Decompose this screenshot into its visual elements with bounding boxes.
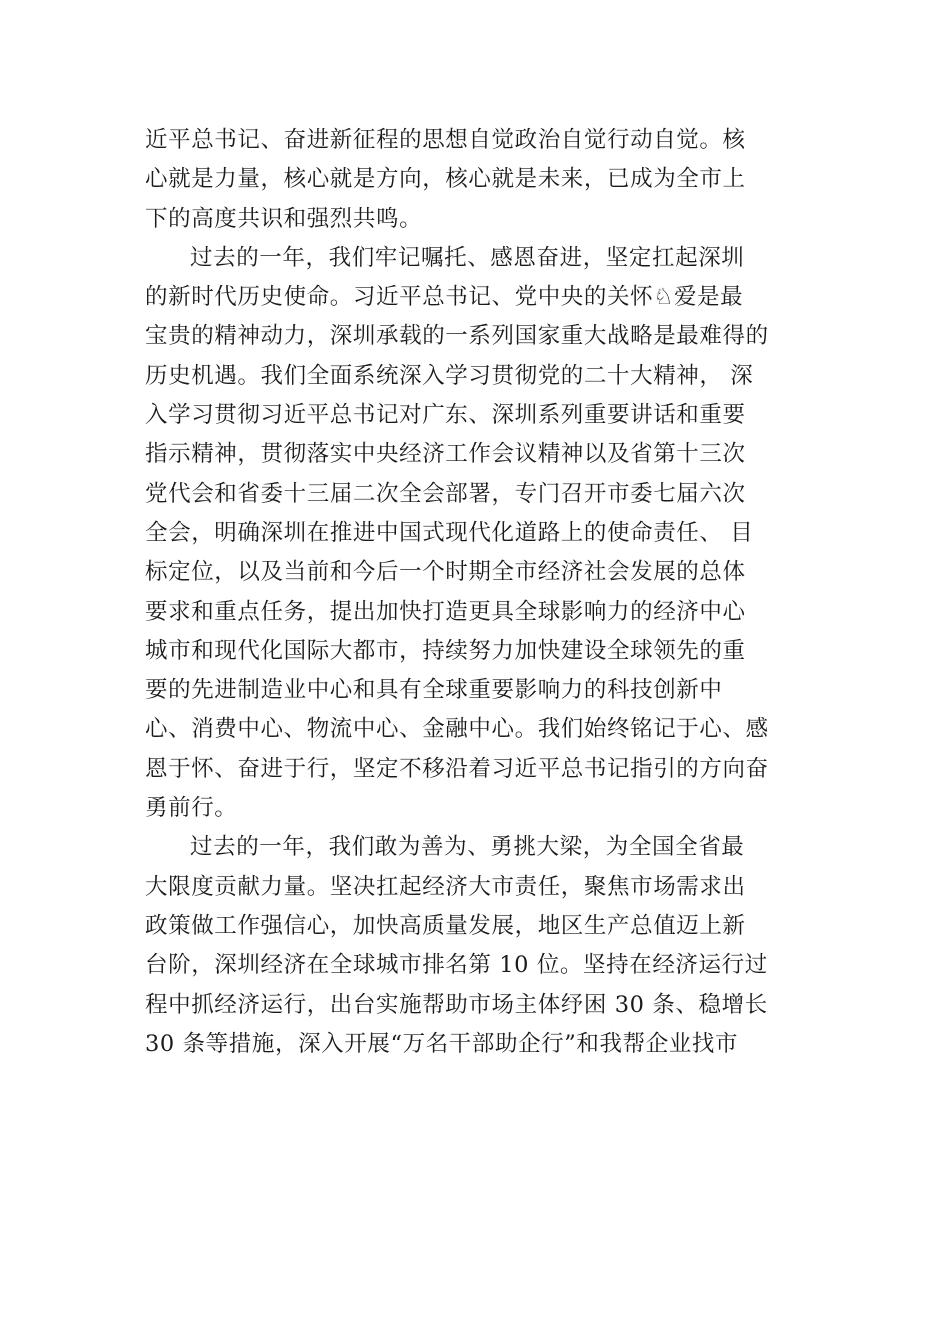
paragraph-first-line: 过去的一年，我们牢记嘱托、感恩奋进，坚定扛起深圳 <box>190 244 745 271</box>
text-line: 要求和重点任务，提出加快打造更具全球影响力的经济中心 <box>145 598 746 625</box>
text-line: 城市和现代化国际大都市，持续努力加快建设全球领先的重 <box>145 637 746 664</box>
text-line: 全会，明确深圳在推进中国式现代化道路上的使命责任、 目 <box>145 519 754 546</box>
text-line: 历史机遇。我们全面系统深入学习贯彻党的二十大精神， 深 <box>145 362 754 389</box>
text-line: 台阶，深圳经济在全球城市排名第 10 位。坚持在经济运行过 <box>145 952 768 979</box>
text-line: 标定位，以及当前和今后一个时期全市经济社会发展的总体 <box>145 559 746 586</box>
text-line: 近平总书记、奋进新征程的思想自觉政治自觉行动自觉。核 <box>145 127 746 153</box>
text-line: 大限度贡献力量。坚决扛起经济大市责任，聚焦市场需求出 <box>145 873 746 900</box>
text-line: 宝贵的精神动力，深圳承载的一系列国家重大战略是最难得的 <box>145 323 769 350</box>
text-line: 要的先进制造业中心和具有全球重要影响力的科技创新中 <box>145 677 723 704</box>
text-line: 心、消费中心、物流中心、金融中心。我们始终铭记于心、感 <box>145 716 769 743</box>
text-line: 心就是力量，核心就是方向，核心就是未来，已成为全市上 <box>145 166 746 193</box>
text-line: 下的高度共识和强烈共鸣。 <box>145 205 423 232</box>
text-line: 30 条等措施，深入开展“万名干部助企行”和我帮企业找市 <box>145 1030 739 1057</box>
text-line: 的新时代历史使命。习近平总书记、党中央的关怀♘爱是最 <box>145 284 744 311</box>
text-line: 入学习贯彻习近平总书记对广东、深圳系列重要讲话和重要 <box>145 402 746 429</box>
text-line: 恩于怀、奋进于行，坚定不移沿着习近平总书记指引的方向奋 <box>145 755 769 782</box>
paragraph-first-line: 过去的一年，我们敢为善为、勇挑大梁，为全国全省最 <box>190 834 745 861</box>
text-line: 党代会和省委十三届二次全会部署，专门召开市委七届六次 <box>145 480 746 507</box>
text-line: 程中抓经济运行，出台实施帮助市场主体纾困 30 条、稳增长 <box>145 991 768 1018</box>
body-text <box>145 121 825 1064</box>
text-line: 勇前行。 <box>145 795 238 822</box>
text-line: 指示精神，贯彻落实中央经济工作会议精神以及省第十三次 <box>145 441 746 468</box>
text-line: 政策做工作强信心，加快高质量发展，地区生产总值迈上新 <box>145 912 746 939</box>
